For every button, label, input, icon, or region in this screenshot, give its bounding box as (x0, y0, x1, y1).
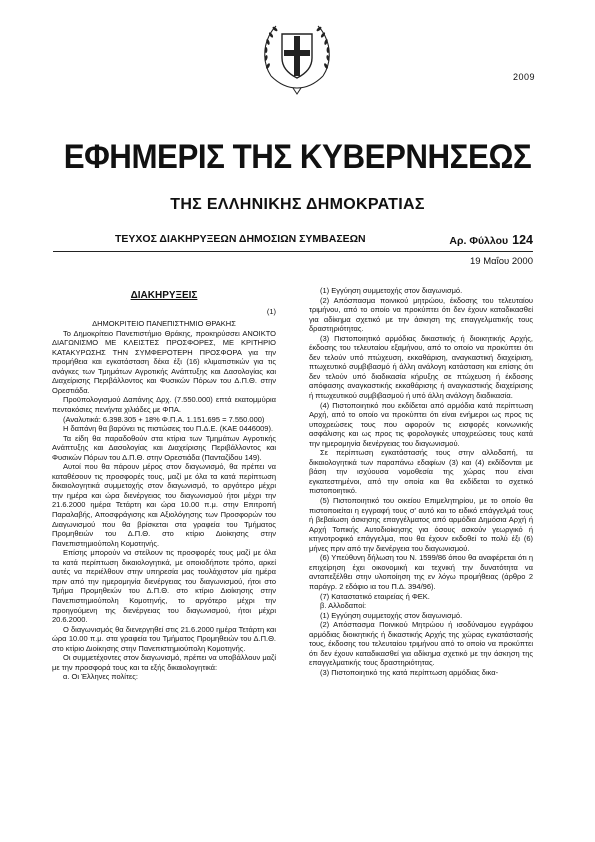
paragraph: (3) Πιστοποιητικό αρμόδιας δικαστικής ή διοικητικής Αρχής, έκδοσης του τελευταίου εξαμήνου, από το οποίο να προκύπτει ότι δεν τελούν υπό πτώχευση, εκκαθάριση, αναγκαστική διαχείριση, πτωχευτικό συμβιβασμό ή άλλη ανάλογη κατάσταση και επίσης ότι δεν τελούν υπό διαδικασία κήρυξης σε πτώχευση ή έκδοσης απόφασης αναγκαστικής εκκαθάρισης ή αναγκαστικής διαχείρισης ή πτωχευτικού συμβιβασμού ή υπό άλλη ανάλογη διαδικασία. (309, 333, 533, 401)
gazette-subtitle: ΤΗΣ ΕΛΛΗΝΙΚΗΣ ΔΗΜΟΚΡΑΤΙΑΣ (170, 196, 425, 213)
paragraph: (6) Υπεύθυνη δήλωση του Ν. 1599/86 όπου θα αναφέρεται ότι η επιχείρηση έχει οικονομική και τεχνική την δυνατότητα να ανταπεξέλθει στην υλοποίηση της εν λόγω προμήθειας (άρθρο 2 παράγρ. 2 εδάφιο ια του Π.Δ. 394/96). (309, 553, 533, 591)
issue-date: 19 Μαΐου 2000 (470, 256, 533, 267)
year: 2009 (512, 72, 535, 82)
header-divider (53, 251, 533, 252)
issue-row (115, 233, 533, 251)
paragraph: Οι συμμετέχοντες στον διαγωνισμό, πρέπει να υποβάλλουν μαζί με την προσφορά τους και τα εξής δικαιολογητικά: (52, 653, 276, 672)
right-column (309, 286, 533, 677)
paragraph: α. Οι Έλληνες πολίτες: (63, 672, 138, 682)
paragraph: (Αναλυτικά: 6.398.305 + 18% Φ.Π.Α. 1.151.695 = 7.550.000) (63, 414, 265, 424)
greek-coat-of-arms-emblem (257, 14, 337, 114)
paragraph: Προϋπολογισμού Δαπάνης Δρχ. (7.550.000) επτά εκατομμύρια πεντακόσιες πενήντα χιλιάδες με ΦΠΑ. (52, 395, 276, 415)
paragraph: (5) Πιστοποιητικό του οικείου Επιμελητηρίου, με το οποίο θα πιστοποιείται η εγγραφή τους σ' αυτό και το ειδικό επάγγελμά τους ή βεβαίωση άσκησης επαγγέλματος από αρμόδια Δημόσια Αρχή ή Αρχή Τοπικής Αυτοδιοίκησης για όσους ασκούν γεωργικό ή κτηνοτροφικό επάγγελμα, που θα έχουν εκδοθεί το πολύ έξι (6) μήνες πριν από την διενέργεια του διαγωνισμού. (309, 496, 533, 553)
paragraph: Επίσης μπορούν να στείλουν τις προσφορές τους μαζί με όλα τα κατά περίπτωση δικαιολογητικά, με οποιοδήποτε τρόπο, αρκεί αυτές να περιέλθουν στην υπηρεσία μας τουλάχιστον μία ημέρα πριν από την ημερομηνία διενέργειας του διαγωνισμού, ήτοι στο Τμήμα Προμηθειών του Δ.Π.Θ. στο κτίριο Διοίκησης στην Πανεπιστημιούπολη Κομοτηνής, το αργότερο μέχρι την προηγούμενη της διενέργειας του διαγωνισμού, ήτοι μέχρι 20.6.2000. (52, 548, 276, 625)
paragraph: β. Αλλοδαποί: (320, 601, 367, 611)
paragraph: (2) Απόσπασμα Ποινικού Μητρώου ή ισοδύναμου εγγράφου αρμόδιας διοικητικής ή δικαστικής Αρχής της χώρας εγκατάστασής τους, έκδοσης του τελευταίου τριμήνου από το οποίο να προκύπτει ότι δεν έχουν καταδικασθεί για αδίκημα σχετικό με την άσκηση της επαγγελματικής τους δραστηριότητας. (309, 620, 533, 668)
paragraph: (4) Πιστοποιητικό που εκδίδεται από αρμόδια κατά περίπτωση Αρχή, από το οποίο να προκύπτει ότι είναι ενήμεροι ως προς τις υποχρεώσεις τους που αφορούν τις εισφορές κοινωνικής ασφάλισης και ως προς τις φορολογικές υποχρεώσεις τους κατά την ημερομηνία διενέργειας του διαγωνισμού. (309, 400, 533, 448)
left-column (52, 286, 276, 682)
paragraph: (1) Εγγύηση συμμετοχής στον διαγωνισμό. (320, 286, 463, 295)
paragraph: Αυτοί που θα πάρουν μέρος στον διαγωνισμό, θα πρέπει να καταθέσουν τις προσφορές τους, μαζί με όλα τα κατά περίπτωση δικαιολογητικά συμμετοχής στον διαγωνισμό, το αργότερο μέχρι την ημέρα και ώρα διενέργειας του διαγωνισμού ήτοι μέχρι την 21.6.2000 ημέρα Τετάρτη και ώρα 10.00 π.μ. στην Επιτροπή Παραλαβής, Αποσφράγισης και Αξιολόγησης των Προσφορών του Διαγωνισμού που θα βρίσκεται στα γραφεία του Τμήματος Προμηθειών του Δ.Π.Θ. στο κτίριο Διοίκησης στην Πανεπιστημιούπολη Κομοτηνής. (52, 462, 276, 548)
issue-type: ΤΕΥΧΟΣ ΔΙΑΚΗΡΥΞΕΩΝ ΔΗΜΟΣΙΩΝ ΣΥΜΒΑΣΕΩΝ (115, 233, 366, 245)
sheet-number: 124 (512, 233, 533, 247)
paragraph: (2) Απόσπασμα ποινικού μητρώου, έκδοσης του τελευταίου τριμήνου, από το οποίο να προκύπτει ότι δεν έχουν καταδικασθεί για αδίκημα σχετικό με την άσκηση της επαγγελματικής τους δραστηριότητας. (309, 295, 533, 334)
sheet-label: Αρ. Φύλλου (449, 235, 509, 247)
paragraph: (3) Πιστοποιητικό της κατά περίπτωση αρμόδιας δικα- (320, 667, 499, 677)
paragraph: (1) Εγγύηση συμμετοχής στον διαγωνισμό. (320, 610, 463, 620)
announcement-number: (1) (266, 306, 276, 316)
paragraph: Η δαπάνη θα βαρύνει τις πιστώσεις του Π.Δ.Ε. (ΚΑΕ 0446009). (63, 424, 274, 434)
paragraph: Σε περίπτωση εγκατάστασής τους στην αλλοδαπή, τα δικαιολογητικά των παραπάνω εδαφίων (3) και (4) εκδίδονται με βάση την ισχύουσα νομοθεσία της χώρας που είναι εγκατεστημένοι, από την οποία και θα εκδίδεται το σχετικό πιστοποιητικό. (309, 448, 533, 496)
sheet-number-block (449, 233, 533, 247)
paragraph: (7) Καταστατικό εταιρείας ή ΦΕΚ. (320, 591, 430, 601)
paragraph: Το Δημοκρίτειο Πανεπιστήμιο Θράκης, προκηρύσσει ΑΝΟΙΚΤΟ ΔΙΑΓΩΝΙΣΜΟ ΜΕ ΚΛΕΙΣΤΕΣ ΠΡΟΣΦΟΡΕΣ, ΜΕ ΚΡΙΤΗΡΙΟ ΚΑΤΑΚΥΡΩΣΗΣ ΤΗΝ ΣΥΜΦΕΡΟΤΕΡΗ ΠΡΟΣΦΟΡΑ για την προμήθεια και εγκατάσταση δέκα έξι (16) κλιματιστικών για τις ανάγκες των Τμημάτων Αγροτικής Ανάπτυξης και Δασολογίας και Διαχείρισης Περιβάλλοντος και Φυσικών Πόρων του Δ.Π.Θ. στην Ορεστιάδα. (52, 328, 276, 395)
institution-name: ΔΗΜΟΚΡΙΤΕΙΟ ΠΑΝΕΠΙΣΤΗΜΙΟ ΘΡΑΚΗΣ (92, 319, 236, 329)
gazette-title: ΕΦΗΜΕΡΙΣ ΤΗΣ ΚΥΒΕΡΝΗΣΕΩΣ (63, 138, 532, 176)
paragraph: Ο διαγωνισμός θα διενεργηθεί στις 21.6.2000 ημέρα Τετάρτη και ώρα 10.00 π.μ. στα γραφεία του Τμήματος Προμηθειών του Δ.Π.Θ. στο κτίριο Διοίκησης στην Πανεπιστημιούπολη Κομοτηνής. (52, 624, 276, 653)
section-heading: ΔΙΑΚΗΡΥΞΕΙΣ (130, 290, 198, 301)
paragraph: Τα είδη θα παραδοθούν στα κτίρια των Τμημάτων Αγροτικής Ανάπτυξης και Δασολογίας και Διαχείρισης Περιβάλλοντος και Φυσικών Πόρων του Δ.Π.Θ. στην Ορεστιάδα (Πανταζίδου 149). (52, 433, 276, 462)
